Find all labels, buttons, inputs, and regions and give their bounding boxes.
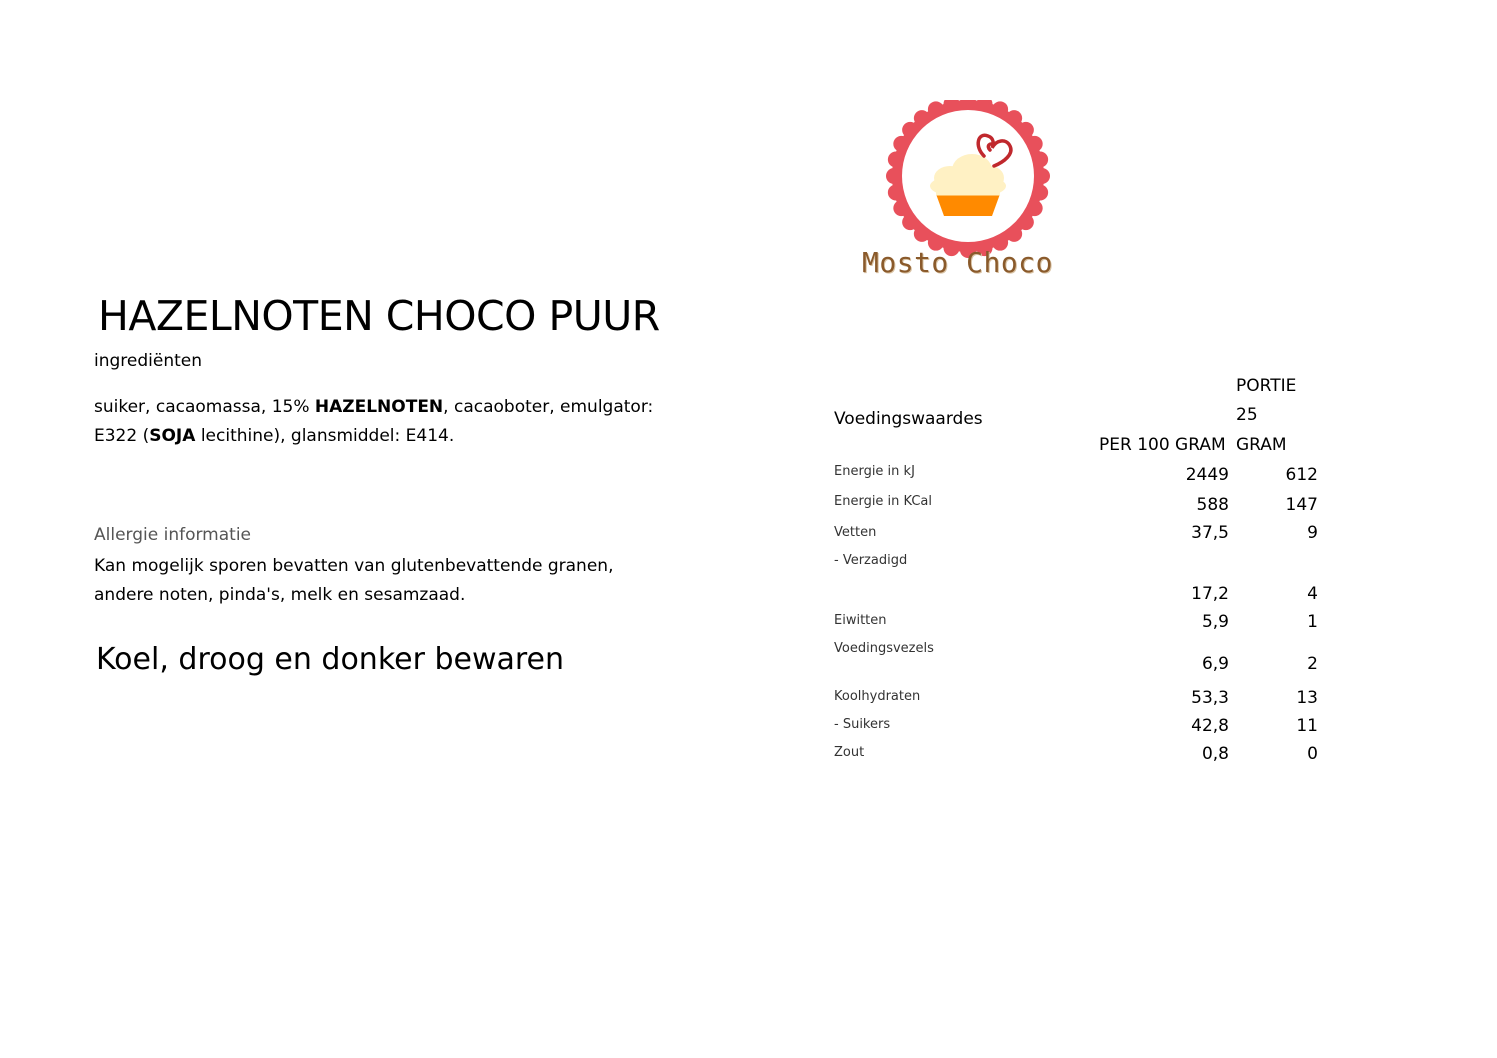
ingredients-text: suiker, cacaomassa, 15% HAZELNOTEN, cacaoboter, emulgator: E322 (SOJA lecithine), glansmiddel: E414. <box>94 397 654 446</box>
portion-header-line2: 25 <box>1236 405 1258 425</box>
logo-scallop <box>914 110 930 126</box>
nutrition-value-per100: 37,5 <box>1191 523 1229 543</box>
nutrition-value-portion: 612 <box>1285 465 1318 485</box>
logo-scallop <box>902 214 918 230</box>
logo-scallop <box>1027 136 1043 152</box>
portion-header-line1: PORTIE <box>1236 376 1297 396</box>
logo-scallop <box>992 101 1008 117</box>
logo-scallop <box>928 101 944 117</box>
nutrition-label: Energie in KCal <box>834 494 933 509</box>
nutrition-value-per100: 53,3 <box>1191 688 1229 708</box>
nutrition-value-portion: 13 <box>1296 688 1318 708</box>
ingredients-heading: ingrediënten <box>94 351 203 371</box>
nutrition-label: Energie in kJ <box>834 464 915 479</box>
logo-scallop <box>1018 122 1034 138</box>
logo-scallop <box>893 200 909 216</box>
portion-header-line3: GRAM <box>1236 435 1287 455</box>
nutrition-value-per100: 2449 <box>1185 465 1229 485</box>
logo-scallop <box>1032 184 1048 200</box>
nutrition-value-portion: 2 <box>1307 654 1318 674</box>
nutrition-label: Koolhydraten <box>834 689 921 704</box>
logo-scallop <box>1018 214 1034 230</box>
nutrition-value-portion: 9 <box>1307 523 1318 543</box>
logo-scallop <box>888 152 904 168</box>
logo-scallop <box>1032 152 1048 168</box>
nutrition-title: Voedingswaardes <box>834 409 983 429</box>
nutrition-value-per100: 0,8 <box>1201 744 1229 764</box>
product-title: HAZELNOTEN CHOCO PUUR <box>98 292 660 340</box>
per100-header: PER 100 GRAM <box>1099 435 1226 455</box>
nutrition-label: Eiwitten <box>834 613 887 628</box>
nutrition-label: Zout <box>834 745 865 760</box>
nutrition-value-per100: 6,9 <box>1201 654 1229 674</box>
allergy-heading: Allergie informatie <box>94 525 252 545</box>
logo-scallop <box>888 184 904 200</box>
nutrition-value-portion: 11 <box>1296 716 1318 736</box>
nutrition-label: Vetten <box>834 525 877 540</box>
logo-scallop <box>1034 168 1050 184</box>
allergen-hazelnoten: HAZELNOTEN <box>314 397 444 417</box>
nutrition-label: - Verzadigd <box>834 553 908 568</box>
nutrition-value-per100: 588 <box>1196 495 1229 515</box>
logo-scallop <box>1006 226 1022 242</box>
logo-scallop <box>914 226 930 242</box>
nutrition-label: Voedingsvezels <box>834 641 934 656</box>
logo-scallop <box>902 122 918 138</box>
nutrition-value-per100: 5,9 <box>1201 612 1229 632</box>
nutrition-value-per100: 42,8 <box>1191 716 1229 736</box>
allergen-soja: SOJA <box>149 426 196 446</box>
nutrition-value-portion: 1 <box>1307 612 1318 632</box>
nutrition-value-per100: 17,2 <box>1191 584 1229 604</box>
nutrition-value-portion: 147 <box>1285 495 1318 515</box>
nutrition-label: - Suikers <box>834 717 891 732</box>
logo-scallop <box>1006 110 1022 126</box>
storage-instructions: Koel, droog en donker bewaren <box>96 642 565 677</box>
nutrition-value-portion: 4 <box>1307 584 1318 604</box>
logo-scallop <box>893 136 909 152</box>
logo-scallop <box>886 168 902 184</box>
allergy-text: Kan mogelijk sporen bevatten van glutenbevattende granen, andere noten, pinda's, melk en sesamzaad. <box>94 556 614 605</box>
nutrition-value-portion: 0 <box>1307 744 1318 764</box>
brand-name: Mosto Choco <box>862 246 1053 279</box>
logo-scallop <box>1027 200 1043 216</box>
